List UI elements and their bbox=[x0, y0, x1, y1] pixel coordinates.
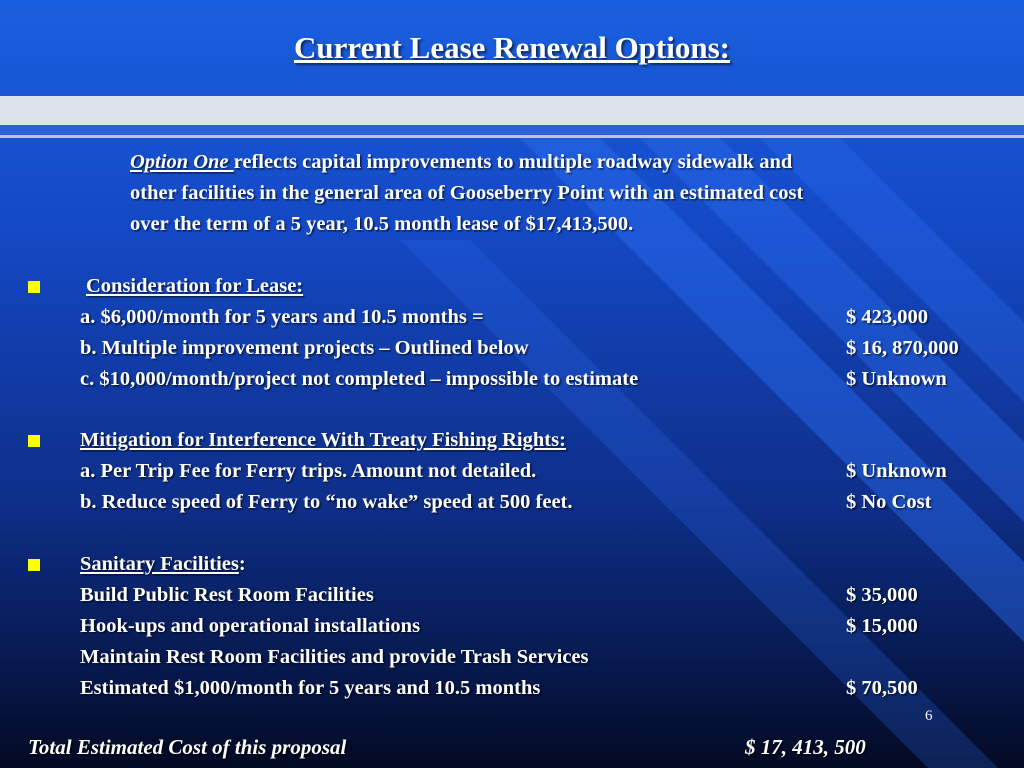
line-item-amount: $ No Cost bbox=[846, 491, 932, 513]
total-label: Total Estimated Cost of this proposal bbox=[28, 735, 347, 759]
total-amount: $ 17, 413, 500 bbox=[745, 735, 866, 759]
section-heading-mitigation: Mitigation for Interference With Treaty Fishing Rights: bbox=[80, 429, 566, 451]
intro-line-3: over the term of a 5 year, 10.5 month lease of $17,413,500. bbox=[130, 213, 634, 235]
line-item: Build Public Rest Room Facilities bbox=[80, 584, 374, 606]
slide-title: Current Lease Renewal Options: bbox=[294, 30, 730, 65]
line-item-amount: $ Unknown bbox=[846, 460, 947, 482]
line-item: b. Multiple improvement projects – Outlined below bbox=[80, 337, 529, 359]
header-divider-line bbox=[0, 135, 1024, 138]
line-item: a. Per Trip Fee for Ferry trips. Amount not detailed. bbox=[80, 460, 537, 482]
section-heading-sanitary-colon: : bbox=[238, 553, 246, 575]
header-divider-band bbox=[0, 96, 1024, 125]
line-item-amount: $ 16, 870,000 bbox=[846, 337, 959, 359]
intro-line-2: other facilities in the general area of Gooseberry Point with an estimated cost bbox=[130, 182, 804, 204]
line-item-amount: $ Unknown bbox=[846, 368, 947, 390]
line-item: c. $10,000/month/project not completed – impossible to estimate bbox=[80, 368, 639, 390]
line-item: Maintain Rest Room Facilities and provide Trash Services bbox=[80, 646, 589, 668]
bullet-square-icon bbox=[28, 281, 40, 293]
line-item: Hook-ups and operational installations bbox=[80, 615, 421, 637]
line-item: Estimated $1,000/month for 5 years and 10.5 months bbox=[80, 677, 541, 699]
bullet-square-icon bbox=[28, 435, 40, 447]
section-heading-sanitary bbox=[80, 549, 246, 580]
intro-line-1-text: reflects capital improvements to multiple roadway sidewalk and bbox=[233, 151, 793, 173]
line-item-amount: $ 423,000 bbox=[846, 306, 928, 328]
page-number: 6 bbox=[925, 708, 933, 724]
line-item-amount: $ 35,000 bbox=[846, 584, 918, 606]
header-divider-gap bbox=[0, 125, 1024, 135]
bullet-square-icon bbox=[28, 559, 40, 571]
line-item: a. $6,000/month for 5 years and 10.5 months = bbox=[80, 306, 484, 328]
option-one-label: Option One bbox=[130, 151, 234, 173]
line-item-amount: $ 15,000 bbox=[846, 615, 918, 637]
line-item: b. Reduce speed of Ferry to “no wake” speed at 500 feet. bbox=[80, 491, 573, 513]
section-heading-consideration: Consideration for Lease: bbox=[86, 275, 304, 297]
intro-line-1 bbox=[130, 147, 792, 178]
line-item-amount: $ 70,500 bbox=[846, 677, 918, 699]
section-heading-sanitary-text: Sanitary Facilities bbox=[80, 553, 239, 575]
